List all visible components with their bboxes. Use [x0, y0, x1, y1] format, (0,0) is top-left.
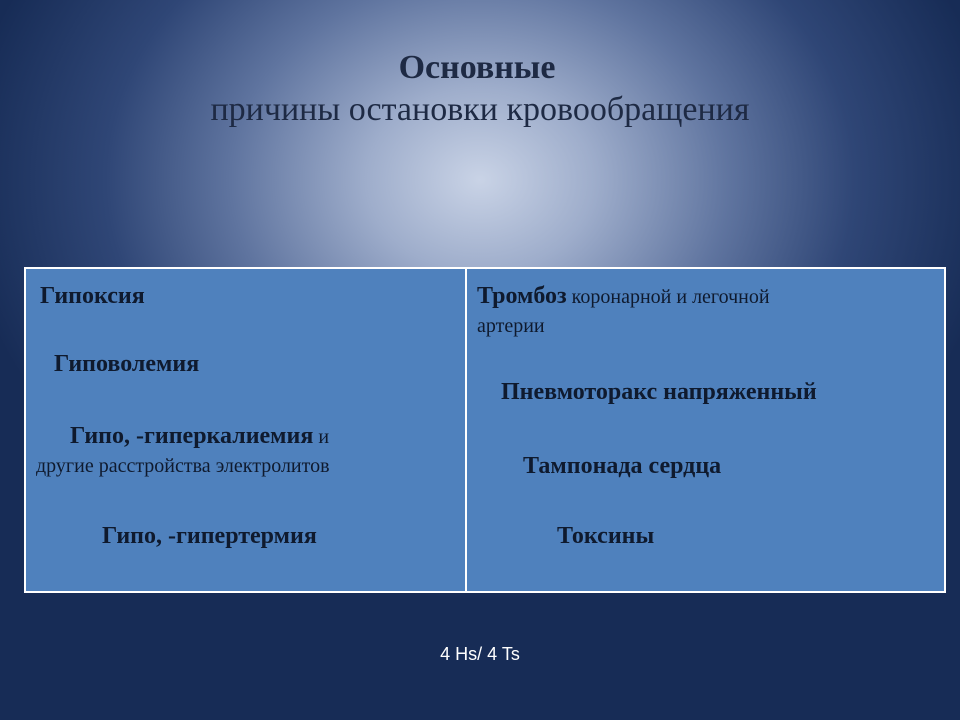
item-hypovolemia: Гиповолемия — [54, 351, 200, 377]
causes-table — [24, 267, 946, 593]
slide-title — [0, 48, 960, 130]
item-toxins: Токсины — [557, 523, 655, 549]
item-electrolytes: другие расстройства электролитов — [36, 455, 330, 477]
title-line-1: Основные — [398, 49, 556, 86]
item-thrombosis-tail: коронарной и легочной — [566, 286, 770, 308]
item-hypoxia: Гипоксия — [40, 283, 145, 309]
item-pneumothorax: Пневмоторакс напряженный — [501, 379, 817, 405]
table-cell-h-causes — [26, 269, 467, 591]
item-kalemia-bold: Гипо, -гиперкалиемия — [70, 423, 314, 449]
title-line-2: причины остановки кровообращения — [210, 91, 750, 128]
table-cell-t-causes — [467, 269, 944, 591]
item-thrombosis-bold: Тромбоз — [477, 283, 567, 309]
item-tamponade: Тампонада сердца — [523, 453, 722, 479]
item-thrombosis-line2: артерии — [477, 315, 545, 337]
item-thrombosis — [477, 283, 770, 310]
item-thermia: Гипо, -гипертермия — [102, 523, 317, 549]
item-kalemia-tail: и — [313, 426, 330, 448]
item-kalemia — [70, 423, 329, 450]
footer-label: 4 Hs/ 4 Ts — [440, 644, 520, 664]
